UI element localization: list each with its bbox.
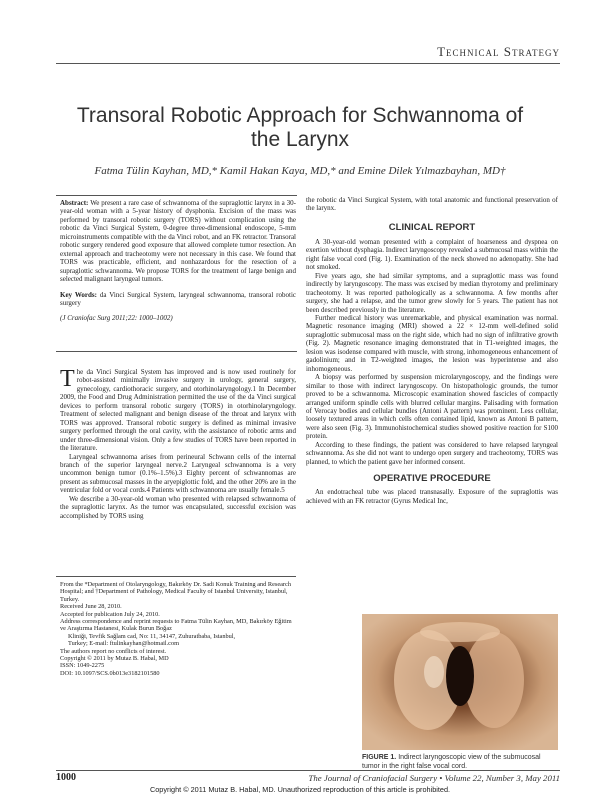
clinical-paragraph-1: A 30-year-old woman presented with a complaint of hoarseness and dyspnea on exertion without dysphagia. Indirect laryngoscopy revealed a submucosal mass within the right false vocal cord (Fig. 1). Examination of the neck showed no adenopathy. She had not smoked. [306,237,558,272]
copyright-notice: Copyright © 2011 Mutaz B. Habal, MD. Unauthorized reproduction of this article is prohibited. [149,785,451,794]
clinical-paragraph-5: According to these findings, the patient was considered to have relapsed laryngeal schwannoma. As she did not want to undergo open surgery and tracheotomy, TORS was planned, to which the patient gave her informed consent. [306,440,558,466]
page-number: 1000 [56,772,76,783]
footnote-affiliation: From the *Department of Otolaryngology, Bakırköy Dr. Sadi Konuk Training and Research Hospital; and †Department of Pathology, Medical Faculty of Istanbul University, Istanbul, Turkey. [60,581,291,603]
continuation-paragraph: the robotic da Vinci Surgical System, with total anatomic and functional preservation of the larynx. [306,196,558,213]
clinical-paragraph-2: Five years ago, she had similar symptoms, and a supraglottic mass was found indirectly by laryngoscopy. The mass was excised by median thyrotomy and preliminary tracheotomy. It was reported pathologically as a schwannoma. A few months after surgery, she had a relapse, and the tumor grew slowly for 5 years. The patient has not been described previously in the literature. [306,271,558,314]
right-column [306,196,558,505]
footnote-address-1: Address correspondence and reprint requests to Fatma Tülin Kayhan, MD, Bakırköy Eğitim ve Araştırma Hastanesi, Kulak Burun Boğaz [60,618,292,633]
figure-caption [362,754,558,771]
footnote-conflicts: The authors report no conflicts of interest. [60,647,167,655]
section-heading: Technical Strategy [437,44,560,59]
footnote-doi: DOI: 10.1097/SCS.0b013e3182101580 [60,669,160,677]
abstract-paragraph [60,199,296,284]
figure-caption-text: Indirect laryngoscopic view of the submucosal tumor in the right false vocal cord. [362,754,541,770]
intro-text [60,368,296,520]
footer-rule [56,770,560,771]
drop-cap: T [60,366,75,392]
intro-paragraph-2: Laryngeal schwannoma arises from perineural Schwann cells of the internal branch of the superior laryngeal nerve.2 Laryngeal schwannoma is a very uncommon benign tumor (0.1%–1.5%).3 Eighty percent of schwannomas are present as submucosal masses in the aryepiglottic fold, and the other 20% are in the ventricular fold or vocal cords.4 Patients with schwannoma are usually female.5 [60,452,296,495]
footnote-accepted: Accepted for publication July 24, 2010. [60,610,160,618]
article-title: Transoral Robotic Approach for Schwannoma of the Larynx [76,104,524,151]
footnote-address-2: Kliniği, Tevfik Sağlam cad, No: 11, 34147, Zuhuratbaba, Istanbul, [68,632,236,640]
author-list: Fatma Tülin Kayhan, MD,* Kamil Hakan Kaya, MD,* and Emine Dilek Yılmazbayhan, MD† [94,165,506,177]
footnote-issn: ISSN: 1049-2275 [60,662,105,670]
keywords-paragraph [60,291,296,308]
footnote-address-3: Turkey; E-mail: ftulinkayhan@hotmail.com [68,640,180,648]
operative-paragraph-1: An endotracheal tube was placed transnasally. Exposure of the supraglottis was achieved with an FK retractor (Gyrus Medical Inc, [306,488,558,505]
laryngoscopy-image [362,614,558,750]
keywords-text: da Vinci Surgical System, laryngeal schwannoma, transoral robotic surgery [60,290,296,307]
laryngoscopy-illustration [362,614,558,750]
intro-paragraph-1 [60,368,296,453]
clinical-report-heading: CLINICAL REPORT [388,221,476,233]
intro-text-1: he da Vinci Surgical System has improved and is now used routinely for robot-assisted minimally invasive surgery in urology, general surgery, gynecology, cardiothoracic surgery, and otorhinolaryngology.1 In December 2009, the Food and Drug Administration permitted the use of the da Vinci surgical devices to perform transoral robotic surgery (TORS) in otorhinolaryngology. Treatment of selected malignant and benign disease of the throat and larynx with TORS was approved. Transoral robotic surgery is defined as minimal invasive surgery performed through the oral cavity, with the assistance of robotic arms and under three-dimensional vision. Only a few studies of TORS have been reported in the literature. [60,368,296,453]
footnote-copyright: Copyright © 2011 by Mutaz B. Habal, MD [60,655,169,663]
journal-footer: The Journal of Craniofacial Surgery • Volume 22, Number 3, May 2011 [308,773,560,783]
footnotes [60,581,296,677]
citation: (J Craniofac Surg 2011;22: 1000–1002) [60,314,173,323]
abstract-label: Abstract: [60,199,89,207]
footnote-rule [56,576,296,577]
clinical-paragraph-3: Further medical history was unremarkable, and physical examination was normal. Magnetic resonance imaging (MRI) showed a 22 × 12-mm well-defined solid supraglottic submucosal mass on the right side, which had no sign of infiltrative growth (Fig. 2). Magnetic resonance imaging demonstrated that in T1-weighted images, the lesion was isodense compared with muscle, with strong, inhomogeneous enhancement of gadolinium; and in T2-weighted images, the lesion was hyperintense and also inhomogeneous. [306,313,558,373]
footnote-received: Received June 28, 2010. [60,603,122,611]
keywords-label: Key Words: [60,290,97,299]
operative-procedure-heading: OPERATIVE PROCEDURE [373,473,491,485]
abstract [60,199,296,323]
intro-paragraph-3: We describe a 30-year-old woman who presented with relapsed schwannoma of the supraglottic larynx. As the tumor was encapsulated, successful excision was accomplished by TORS using [60,494,296,520]
figure-label: FIGURE 1. [362,754,397,761]
abstract-text: We present a rare case of schwannoma of the supraglottic larynx in a 30-year-old woman with a 5-year history of dysphonia. Excision of the mass was performed by transoral robotic surgery (TORS) without complication using the robotic da Vinci Surgical System, 0-degree three-dimensional endoscope, 5-mm microinstruments compatible with the da Vinci robot, and an FK retractor. Transoral robotic surgery rendered good exposure that allowed complete tumor resection. An external approach and tracheotomy were not necessary in this case. We found that TORS was practicable, efficient, and nonhazardous for the resection of a supraglottic schwannoma. We propose TORS for the treatment of large benign and selected malignant laryngeal tumors. [60,199,297,284]
header-rule [56,63,560,64]
clinical-paragraph-4: A biopsy was performed by suspension microlaryngoscopy, and the findings were similar to those with indirect laryngoscopy. On histopathologic grounds, the tumor proved to be a schwannoma. Microscopic examination showed fascicles of compactly arranged uniform spindle cells with blurred cellular margins. Palisading with formation of Verocay bodies and cellular bundles (Antoni A pattern) was prominent. Less cellular, loosely textured areas in which cells often contained lipid, known as Antoni B pattern, were also seen (Fig. 3). Immunohistochemical studies showed positive reaction for S100 protein. [306,373,558,441]
